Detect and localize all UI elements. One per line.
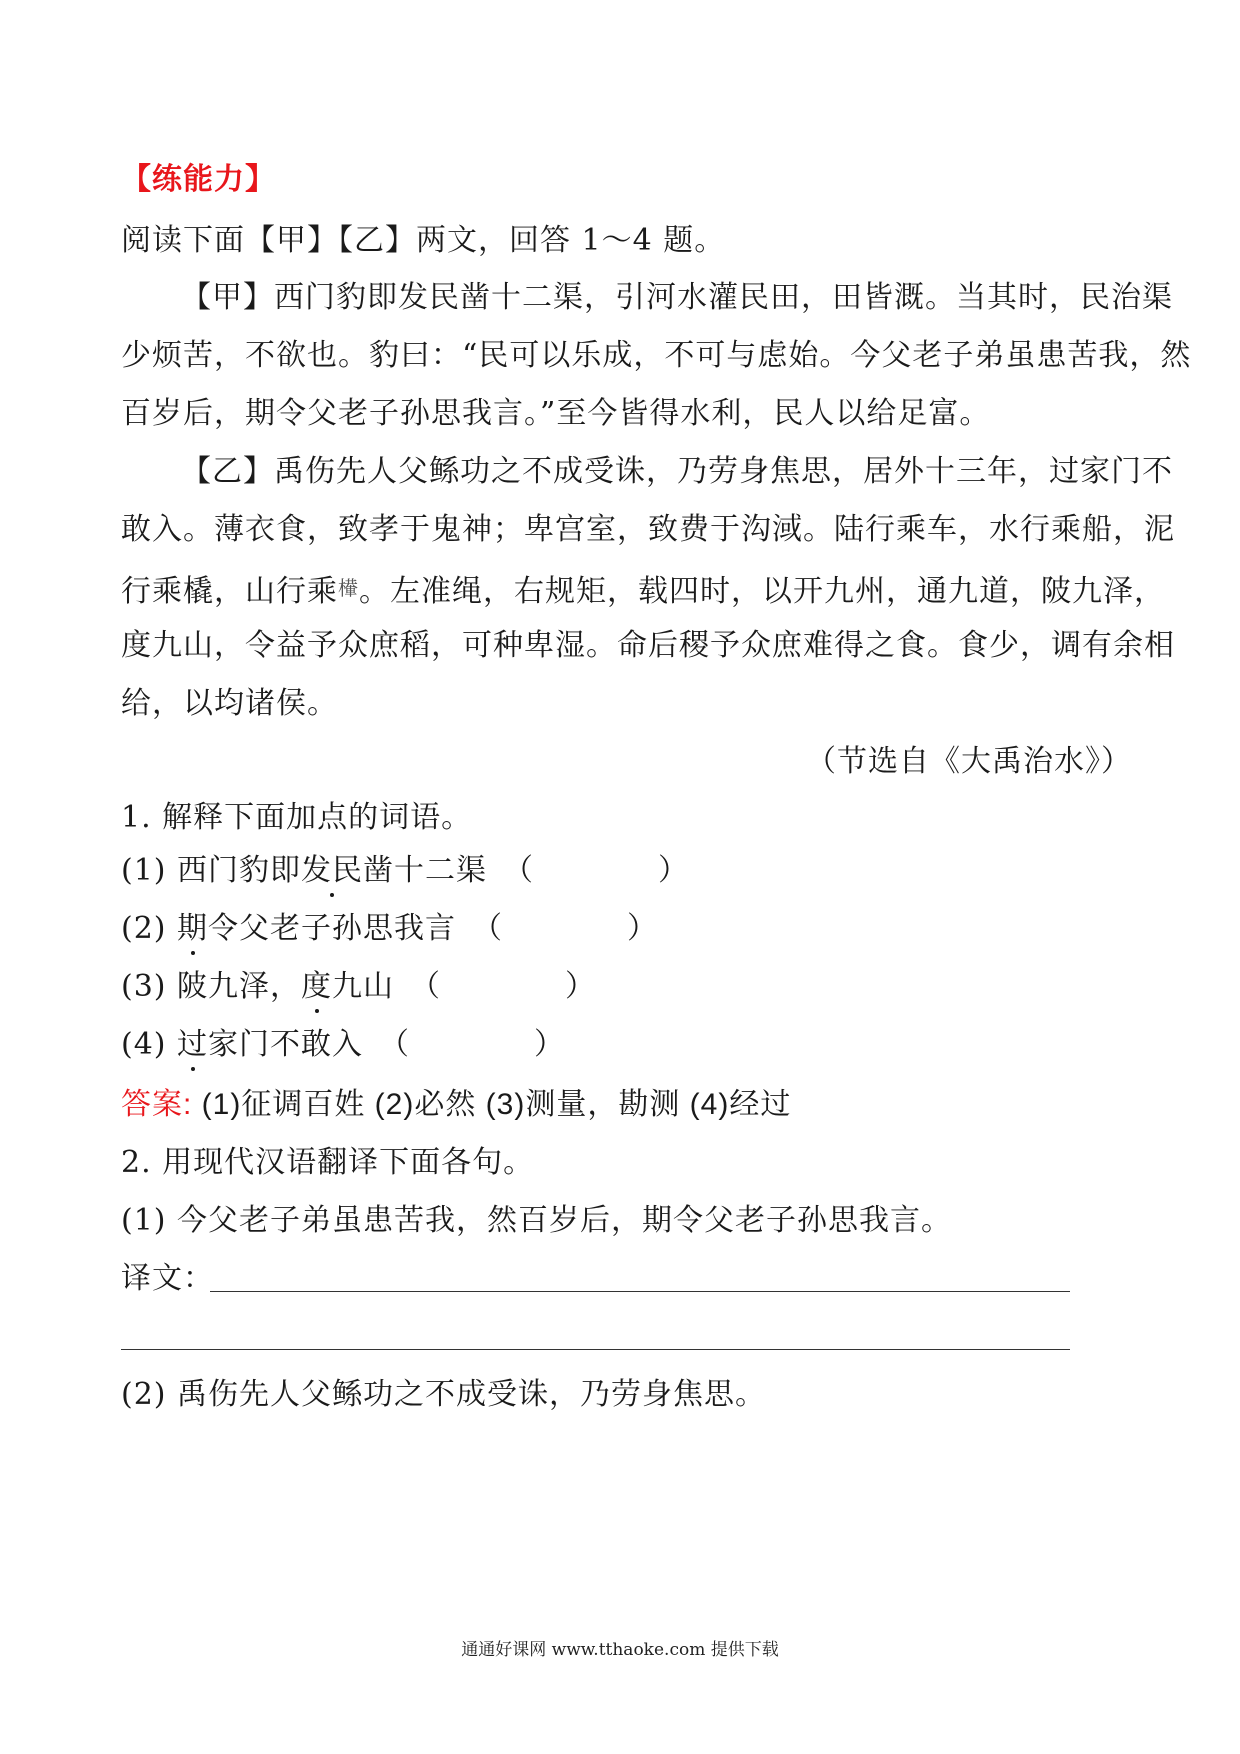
answer-blank: （ ） <box>425 969 597 1004</box>
question-1-item-2: (2) 期令父老子孙思我言 （ ） <box>121 909 658 949</box>
answer-line <box>121 1085 791 1125</box>
translation-blank-line[interactable] <box>121 1349 1070 1350</box>
small-character: 檋 <box>338 576 359 600</box>
dotted-word: 发民 <box>301 851 363 891</box>
dotted-word: 度 <box>301 967 332 1007</box>
passage-yi-line-2: 敢入。薄衣食，致孝于鬼神；卑宫室，致费于沟淢。陆行乘车，水行乘船，泥 <box>121 512 1175 547</box>
passage-jia-line-3: 百岁后，期令父老子孙思我言。”至今皆得水利，民人以给足富。 <box>121 396 991 431</box>
answer-blank: （ ） <box>487 911 659 946</box>
passage-jia-line-1: 【甲】西门豹即发民凿十二渠，引河水灌民田，田皆溉。当其时，民治渠 <box>181 280 1173 315</box>
passage-yi-line-5: 给，以均诸侯。 <box>121 686 338 721</box>
answer-text: (1)征调百姓 (2)必然 (3)测量，勘测 (4)经过 <box>192 1088 792 1121</box>
question-1-item-4: (4) 过家门不敢入 （ ） <box>121 1025 565 1065</box>
passage-yi-line-1: 【乙】禹伤先人父鲧功之不成受诛，乃劳身焦思，居外十三年，过家门不 <box>181 454 1173 489</box>
question-2-item-2: (2) 禹伤先人父鲧功之不成受诛，乃劳身焦思。 <box>121 1377 767 1412</box>
dotted-word: 期 <box>177 909 208 949</box>
question-1-stem: 1. 解释下面加点的词语。 <box>121 800 473 835</box>
question-2-item-1: (1) 今父老子弟虽患苦我，然百岁后，期令父老子孙思我言。 <box>121 1203 953 1238</box>
question-2-stem: 2. 用现代汉语翻译下面各句。 <box>121 1145 535 1180</box>
answer-blank: （ ） <box>518 853 690 888</box>
attribution: （节选自《大禹治水》） <box>806 744 1132 779</box>
section-title: 【练能力】 <box>121 162 276 197</box>
translation-label: 译文： <box>121 1261 214 1296</box>
dotted-word: 过 <box>177 1025 208 1065</box>
translation-blank-line[interactable] <box>210 1291 1070 1292</box>
passage-jia-line-2: 少烦苦，不欲也。豹曰：“民可以乐成，不可与虑始。今父老子弟虽患苦我，然 <box>121 338 1192 373</box>
answer-blank: （ ） <box>394 1027 566 1062</box>
question-1-item-1: (1) 西门豹即发民凿十二渠 （ ） <box>121 851 689 891</box>
passage-yi-line-4: 度九山，令益予众庶稻，可种卑湿。命后稷予众庶难得之食。食少，调有余相 <box>121 628 1175 663</box>
question-1-item-3: (3) 陂九泽，度九山 （ ） <box>121 967 596 1007</box>
answer-label: 答案: <box>121 1088 193 1121</box>
footer: 通通好课网 www.tthaoke.com 提供下载 <box>461 1640 779 1660</box>
instruction: 阅读下面【甲】【乙】两文，回答 1～4 题。 <box>121 223 726 258</box>
passage-yi-line-3: 行乘橇，山行乘$^檋$。左准绳，右规矩，载四时，以开九州，通九道，陂九泽， <box>121 574 1165 609</box>
